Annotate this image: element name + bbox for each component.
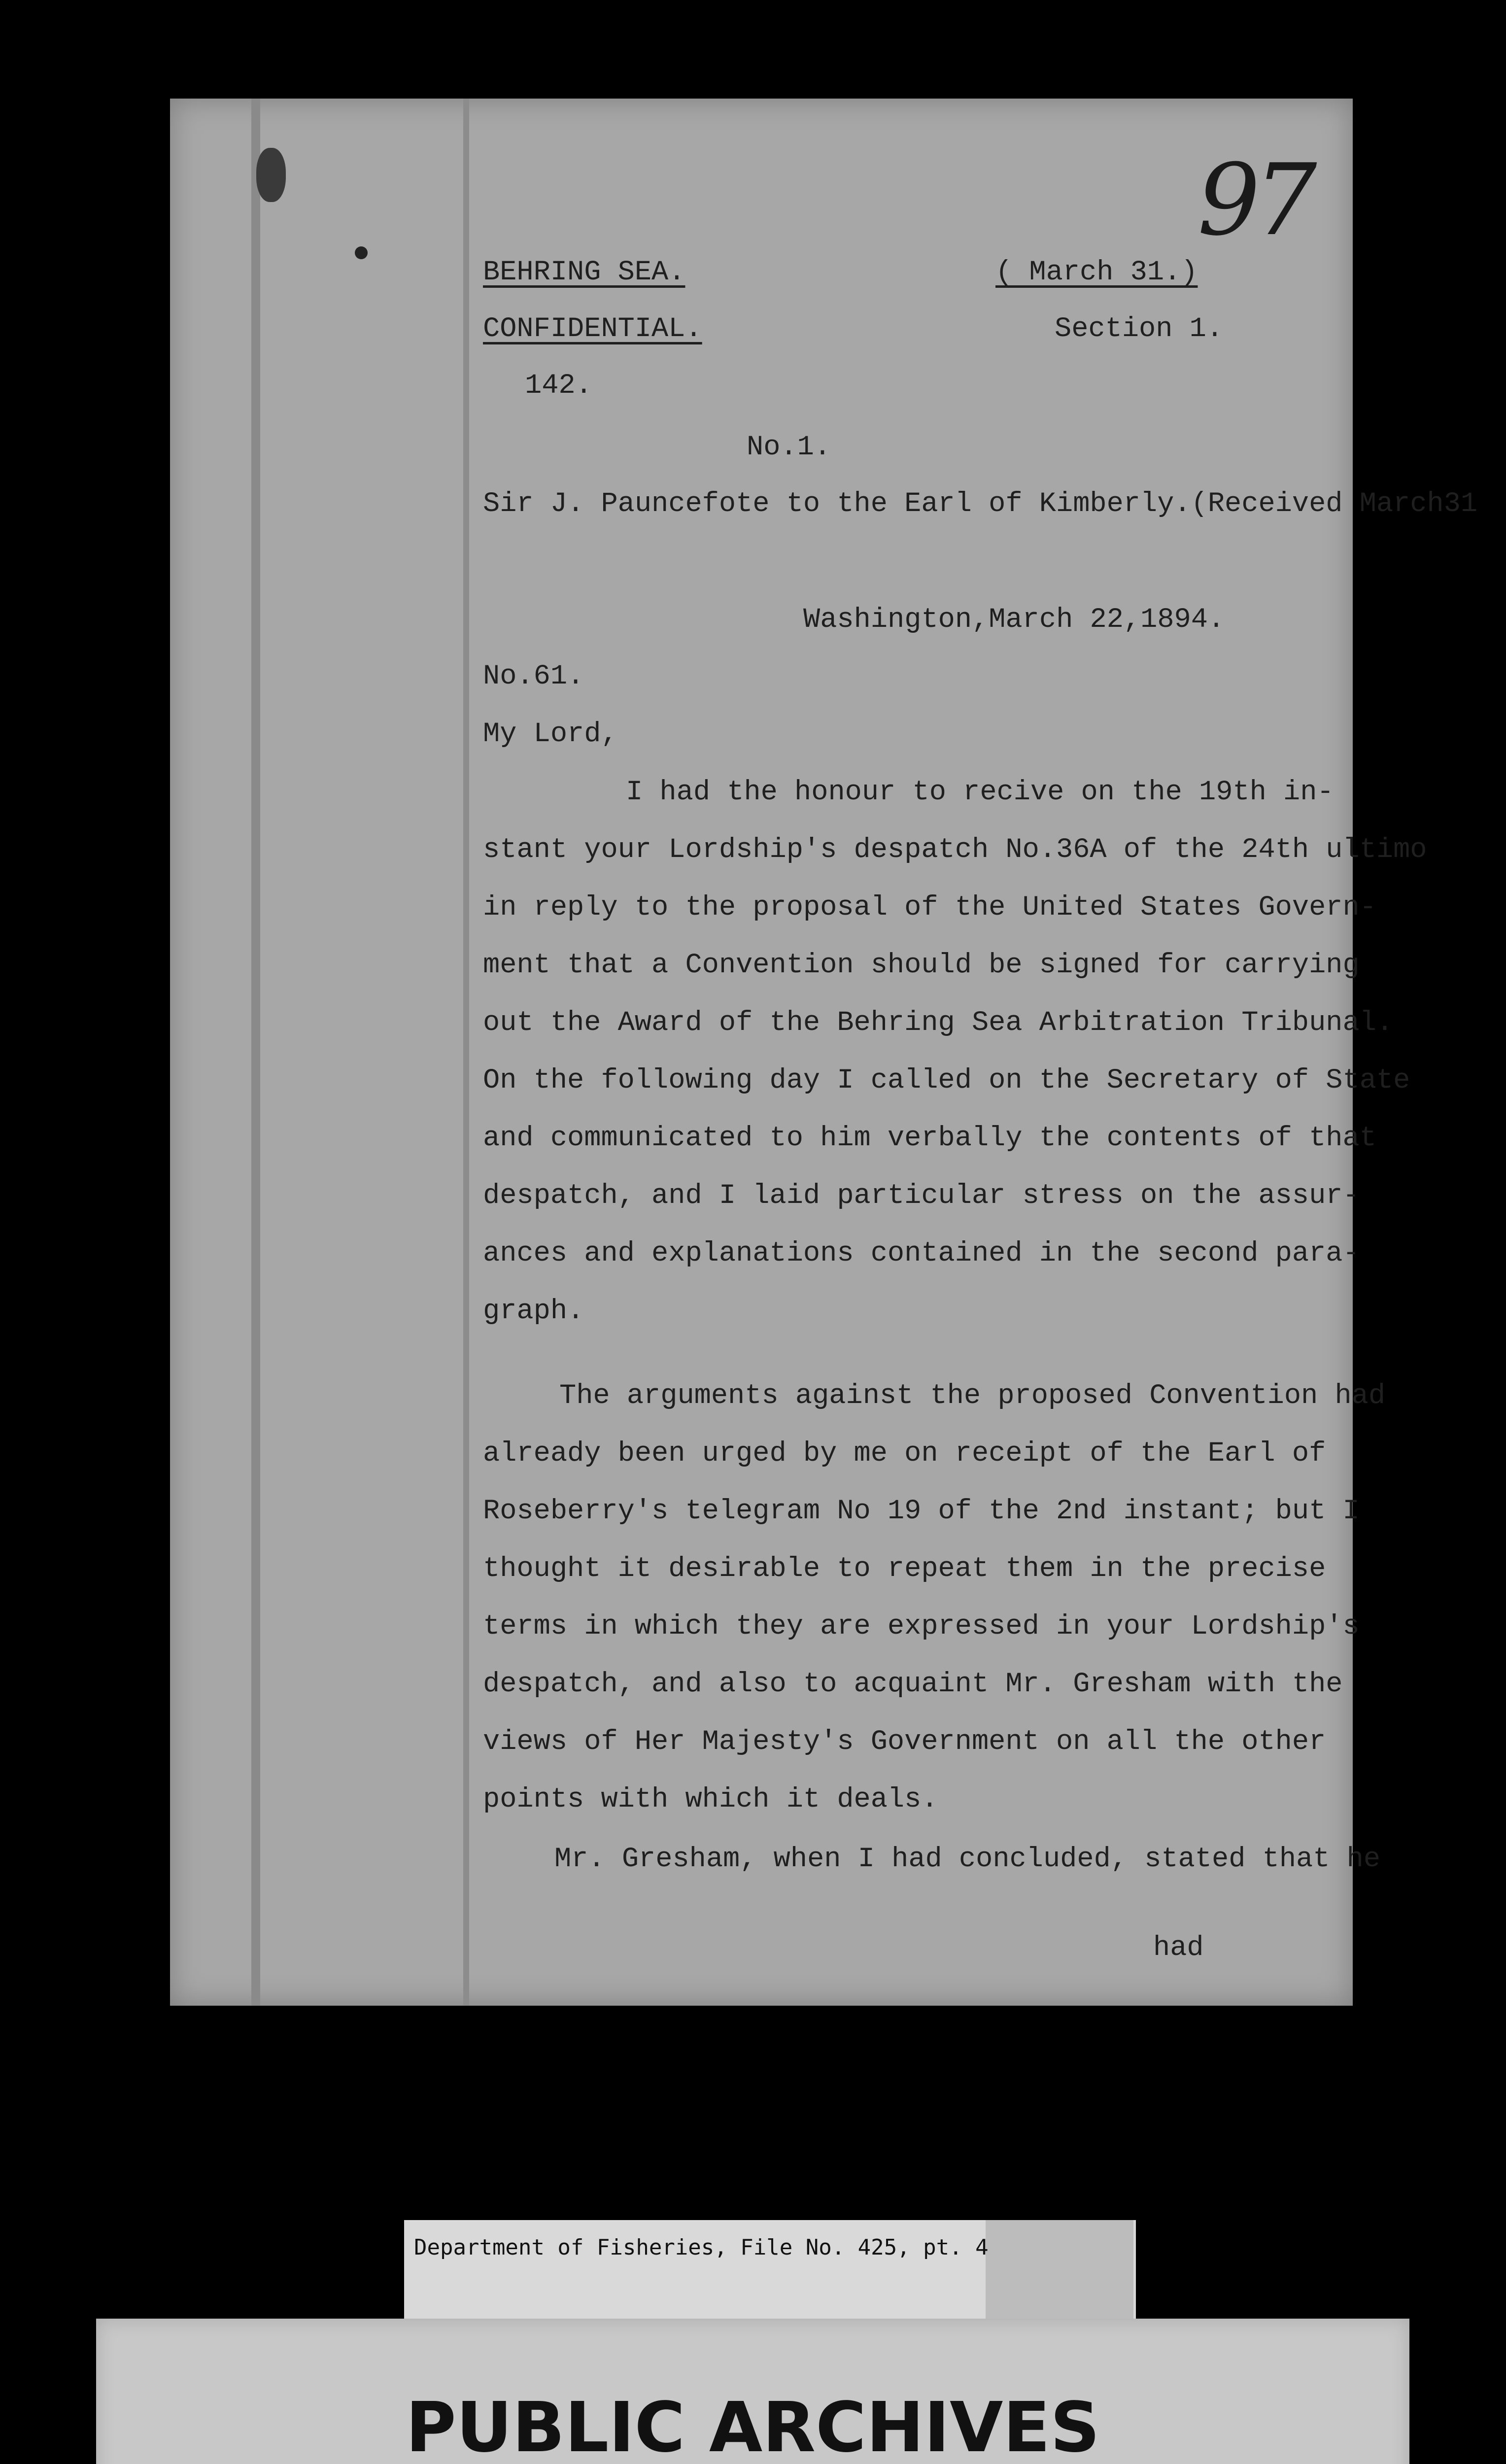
place-date: Washington,March 22,1894. bbox=[803, 604, 1225, 636]
text-line: On the following day I called on the Secretary of State bbox=[483, 1065, 1410, 1096]
text-line: and communicated to him verbally the contents of that bbox=[483, 1123, 1376, 1154]
text-line: ment that a Convention should be signed for carrying bbox=[483, 950, 1360, 981]
text-line: already been urged by me on receipt of the Earl of bbox=[483, 1438, 1326, 1470]
text-line: Roseberry's telegram No 19 of the 2nd instant; but I bbox=[483, 1496, 1360, 1527]
handwritten-number: 97 bbox=[1198, 143, 1311, 258]
text-line: despatch, and also to acquaint Mr. Gresham with the bbox=[483, 1669, 1343, 1700]
text-line: despatch, and I laid particular stress on the assur- bbox=[483, 1180, 1360, 1212]
text-line: views of Her Majesty's Government on all the other bbox=[483, 1726, 1326, 1758]
header-confidential: CONFIDENTIAL. bbox=[483, 313, 702, 345]
text-line: thought it desirable to repeat them in the precise bbox=[483, 1553, 1326, 1585]
text-line: The arguments against the proposed Convention had bbox=[559, 1380, 1386, 1412]
text-line: ances and explanations contained in the second para- bbox=[483, 1238, 1360, 1269]
text-line: points with which it deals. bbox=[483, 1784, 938, 1815]
text-line: Mr. Gresham, when I had concluded, stated that he bbox=[554, 1844, 1381, 1875]
text-line: out the Award of the Behring Sea Arbitration Tribunal. bbox=[483, 1007, 1394, 1039]
text-line: graph. bbox=[483, 1296, 584, 1327]
archive-stamp bbox=[96, 2319, 1409, 2464]
catchword: had bbox=[1153, 1932, 1204, 1964]
salutation: My Lord, bbox=[483, 719, 618, 750]
punch-hole bbox=[256, 148, 286, 202]
text-line: stant your Lordship's despatch No.36A of the 24th ultimo bbox=[483, 834, 1427, 866]
header-section: Section 1. bbox=[1055, 313, 1224, 345]
header-behring-sea: BEHRING SEA. bbox=[483, 257, 685, 288]
despatch-number: No.61. bbox=[483, 661, 584, 692]
file-label bbox=[404, 2220, 1136, 2319]
header-number: 142. bbox=[525, 370, 592, 402]
archive-line-1: PUBLIC ARCHIVES bbox=[406, 2388, 1100, 2464]
label-smudge bbox=[986, 2220, 1133, 2319]
margin-rule bbox=[463, 99, 469, 2006]
bullet-mark bbox=[355, 246, 368, 259]
text-line: in reply to the proposal of the United States Govern- bbox=[483, 892, 1376, 924]
text-line: terms in which they are expressed in your Lordship's bbox=[483, 1611, 1360, 1643]
document-page bbox=[170, 99, 1478, 2006]
margin-rule bbox=[251, 99, 260, 2006]
file-label-text: Department of Fisheries, File No. 425, pt. 4 bbox=[414, 2235, 989, 2260]
text-line: I had the honour to recive on the 19th in- bbox=[626, 777, 1334, 808]
title-line: Sir J. Pauncefote to the Earl of Kimberly.(Received March31 bbox=[483, 488, 1478, 520]
doc-number: No.1. bbox=[747, 432, 831, 463]
header-date: ( March 31.) bbox=[995, 257, 1198, 288]
